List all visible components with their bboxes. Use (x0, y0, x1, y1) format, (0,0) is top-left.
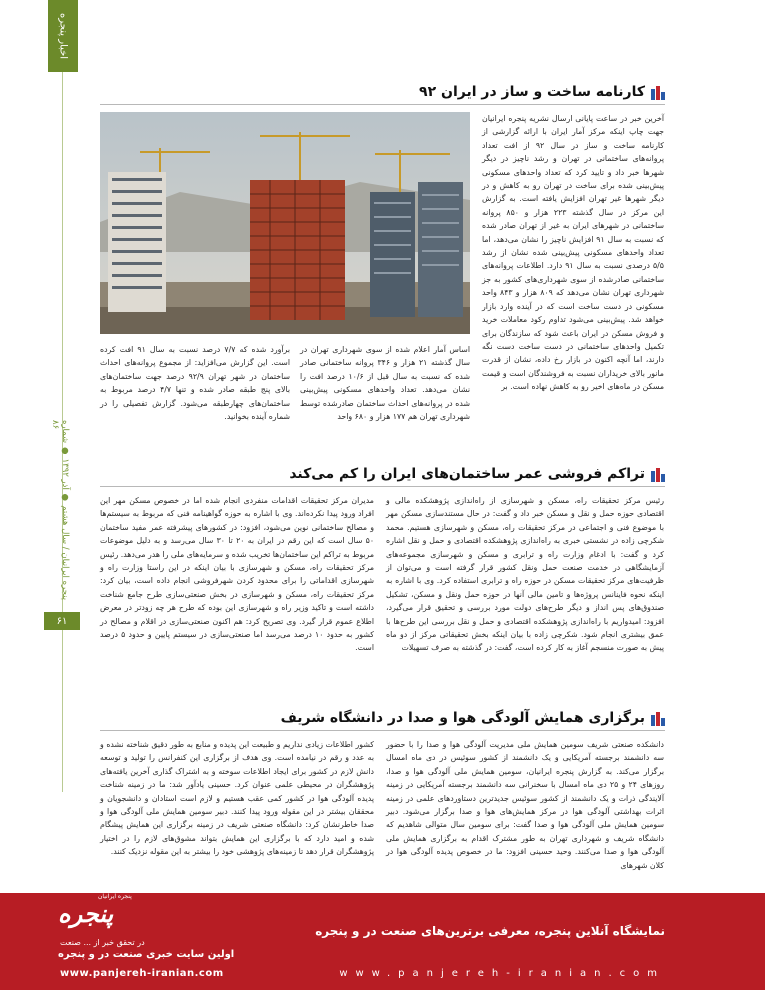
article2-col2: مدیران مرکز تحقیقات اقدامات منفردی انجام شده اما در خصوص مسکن مهر این افراد ورود پیدا نکرده‌اند. وی با اشاره به حوزه گواهینامه فنی که مربوط به سیستم‌ها و مصالح ساختمانی نوین می‌شود، افزود: در کشورهای پیشرفته عمر مفید ساختمان ۵۰ سال است که این رقم در ایران به ۲۰ تا ۳۰ سال می‌رسد و به دلیل موضوعات مربوط به تراکم این ساختمان‌ها تخریب شده و سرمایه‌های ملی را هدر می‌دهد. رئیس مرکز تحقیقات راه، مسکن و شهرسازی با بیان اینکه در این راستا وزارت راه و شهرسازی اقداماتی را برای محدود کردن شهرفروشی انجام داده است، بیان کرد: مرکز تحقیقات راه، مسکن و شهرسازی در بخش صنعتی‌سازی طرح جامع شناخت داشته است و تاکید وزیر راه و شهرسازی این بوده که طرح هر چه زودتر در معرض اطلاع عموم قرار گیرد. وی تصریح کرد: هم اکنون صنعتی‌سازی در اقلام و مصالح در کشور به حدود ۱۰ درصد می‌رسد اما صنعتی‌سازی در سیستم پایین و حدود ۵ درصد است. (100, 496, 375, 653)
divider (100, 104, 665, 105)
article1-title: کارنامه ساخت و ساز در ایران ۹۲ (419, 84, 645, 100)
bar-chart-icon (651, 466, 665, 482)
article3-heading (281, 710, 665, 726)
article1-heading (419, 84, 665, 100)
article2-heading (289, 466, 665, 482)
article2-col1: رئیس مرکز تحقیقات راه، مسکن و شهرسازی از راه‌اندازی پژوهشکده مالی و اقتصادی حوزه حمل و نقل و مسکن خبر داد و گفت: در حال مستندسازی مسکن مهر با موضوع فنی و اجتماعی در مرکز تحقیقات راه، مسکن و شهرسازی هستیم. محمد شکرچی زاده در نشستی خبری به راه‌اندازی پژوهشکده اقتصادی و حمل و نقل اشاره کرد و گفت: با ادغام وزارت راه و ترابری و مسکن و شهرسازی مجموعه‌های آزمایشگاهی در خدمت صنعت حمل ونقل کشور قرار گرفته است و می‌توان از ظرفیت‌های مرکز تحقیقات مسکن در حوزه راه و ترابری استفاده کرد. وی با اشاره به اینکه نحوه فاینانس پروژه‌ها و تامین مالی آنها در حوزه حمل ونقل و مسکن، تشکیل صندوق‌های پس انداز و دیگر طرح‌های دولت مورد بررسی و تحقیق قرار می‌گیرد، افزود: امیدواریم با راه‌اندازی پژوهشکده اقتصادی و حمل و نقل بررسی این طرح‌ها با عمق بیشتری انجام شود. شکرچی زاده با بیان اینکه بخش تحقیقاتی مرکز از دو ماه پیش به صورت منسجم آغاز به کار کرده است، گفت: در گذشته به صرف تسهیلات (386, 496, 664, 653)
website-link-right[interactable]: www.panjereh-iranian.com (339, 968, 665, 979)
divider (100, 486, 665, 487)
bar-chart-icon (651, 84, 665, 100)
logo: پنجره (58, 900, 114, 928)
tagline-1: در تحقق خبر از ... صنعت (60, 938, 145, 947)
divider (100, 730, 665, 731)
article3-title: برگزاری همایش آلودگی هوا و صدا در دانشگاه شریف (280, 710, 645, 726)
section-tab: اخبار پنجره (48, 0, 78, 72)
website-link-left[interactable]: www.panjereh-iranian.com (60, 968, 224, 979)
article2-title: تراکم فروشی عمر ساختمان‌های ایران را کم می‌کند (289, 466, 645, 482)
bar-chart-icon (651, 710, 665, 726)
tagline-2: اولین سایت خبری صنعت در و پنجره (58, 949, 235, 960)
issue-info: پنجره ایرانیان / سال هشتم ● آذر ۱۳۹۲ ● شماره ۸۶ (50, 420, 70, 601)
article3-col1: دانشکده صنعتی شریف سومین همایش ملی مدیریت آلودگی هوا و صدا را با حضور سه دانشمند برجسته آمریکایی و یک دانشمند از کشور سوئیس در دی ماه امسال برگزار می‌کند. به گزارش پنجره ایرانیان، سومین همایش ملی آلودگی هوا و صدا، روزهای ۲۴ و ۲۵ دی ماه امسال با سخنرانی سه دانشمند برجسته آمریکایی در زمینه آلایندگی ذرات و یک دانشمند از کشور سوئیس جدیدترین دستاوردهای علمی در زمینه اثرات بهداشتی آلودگی هوا در مرکز همایش‌های هوا و صدا برگزار می‌شود. دبیر سومین همایش ملی آلودگی هوا و صدا گفت: برای سومین سال متوالی شاهدیم که دانشگاه شریف و شهرداری تهران به طور مشترک اقدام به برگزاری همایش ملی آلودگی هوا و صدا می‌کنند. وحید حسینی افزود: ما در خصوص پدیده آلودگی هوا در کلان شهرهای (386, 740, 664, 870)
construction-photo (100, 112, 470, 334)
article1-col1: آخرین خبر در ساعت پایانی ارسال نشریه پنجره ایرانیان جهت چاپ اینکه مرکز آمار ایران با ارائه گزارشی از کارنامه ساخت و ساز در سال ۹۲ از افت تعداد پروانه‌های ساختمانی در تهران و رشد ناچیز در دیگر شهرها خبر داد و تایید کرد که تعداد واحدهای مسکونی پیش‌بینی شده برای ساخت در تهران رو به کاهش و در دیگر شهرها غیر تهران افزایش یافته است. به گزارش این مرکز در سال گذشته ۲۲۳ هزار و ۸۵۰ پروانه ساختمانی در شهرهای ایران به غیر از تهران صادر شده که نسبت به سال ۹۱ افزایش ناچیز را نشان می‌دهد، اما تعداد واحدهای مسکونی پیش‌بینی شده نشان از رشد ۵/۵ درصدی نسبت به سال ۹۱ دارد. اطلاعات پروانه‌های ساختمانی صادرشده از سوی شهرداری‌های کشور به جز شهرداری تهران نشان می‌دهد که ۸۰۹ هزار و ۸۴۳ واحد مسکونی در دست ساخت است که در آینده وارد بازار خواهد شد. پیش‌بینی می‌شود تداوم رکود معاملات خرید و فروش مسکن در ایران باعث شود که سازندگان برای تکمیل واحدهای ساختمانی در دست ساخت دست نگه دارند، اما آنچه اکنون در بازار رخ داده، نشان از قدرت مانور بالای خریداران نسبت به فروشندگان است و قیمت مسکن در ماه‌های اخیر رو به کاهش نهاده است. بر (482, 114, 665, 392)
article3-col2: کشور اطلاعات زیادی نداریم و طبیعت این پدیده و منابع به طور دقیق شناخته نشده و به عدد و رقم در نیامده است. وی هدف از برگزاری این کنفرانس را تولید و توسعه دانش لازم در کشور برای ایجاد اطلاعات سوخته و به اشتراک گذاری آخرین یافته‌های پژوهشگران در محیطی علمی عنوان کرد. حسینی یادآور شد: ما در زمینه شناخت پدیده آلودگی هوا در کشور کمی عقب هستیم و لازم است استادان و دانشجویان و محققان بیشتر در این مقوله ورود پیدا کنند. دبیر سومین همایش ملی آلودگی هوا و صدا خاطرنشان کرد: دانشگاه صنعتی شریف در زمینه برگزاری این همایش پیشگام شده و امید دارد که با برگزاری این همایش بتواند مشوق‌های لازم را در اختیار پژوهشگران قرار دهد تا زمینه‌های پژوهشی خود را بیشتر به این مقوله نزدیک کنند. (100, 740, 374, 857)
article1-col3: برآورد شده که ۷/۷ درصد نسبت به سال ۹۱ افت کرده است. این گزارش می‌افزاید: از مجموع پروانه‌های احداث ساختمان در شهر تهران ۹۲/۹ درصد جهت ساختمان‌های بالای پنج طبقه صادر شده و تنها ۴/۷ درصد مربوط به ساختمان‌های چهارطبقه می‌شود. گزارش تفصیلی را در شماره آینده بخوانید. (100, 345, 291, 422)
page-number: ۶۱ (44, 612, 80, 630)
logo-small-text: پنجره ایرانیان (98, 893, 132, 900)
article1-col2: اساس آمار اعلام شده از سوی شهرداری تهران در سال گذشته ۲۱ هزار و ۳۴۶ پروانه ساختمانی صادر شده که نسبت به سال قبل از ۱۰/۶ درصد افت را نشان می‌دهد. تعداد واحدهای مسکونی پیش‌بینی شده در پروانه‌های احداث ساختمان صادرشده توسط شهرداری تهران هم ۱۷۷ هزار و ۶۸۰ واحد (300, 345, 470, 422)
footer-slogan: نمایشگاه آنلاین پنجره، معرفی برترین‌های صنعت در و پنجره (315, 924, 665, 938)
